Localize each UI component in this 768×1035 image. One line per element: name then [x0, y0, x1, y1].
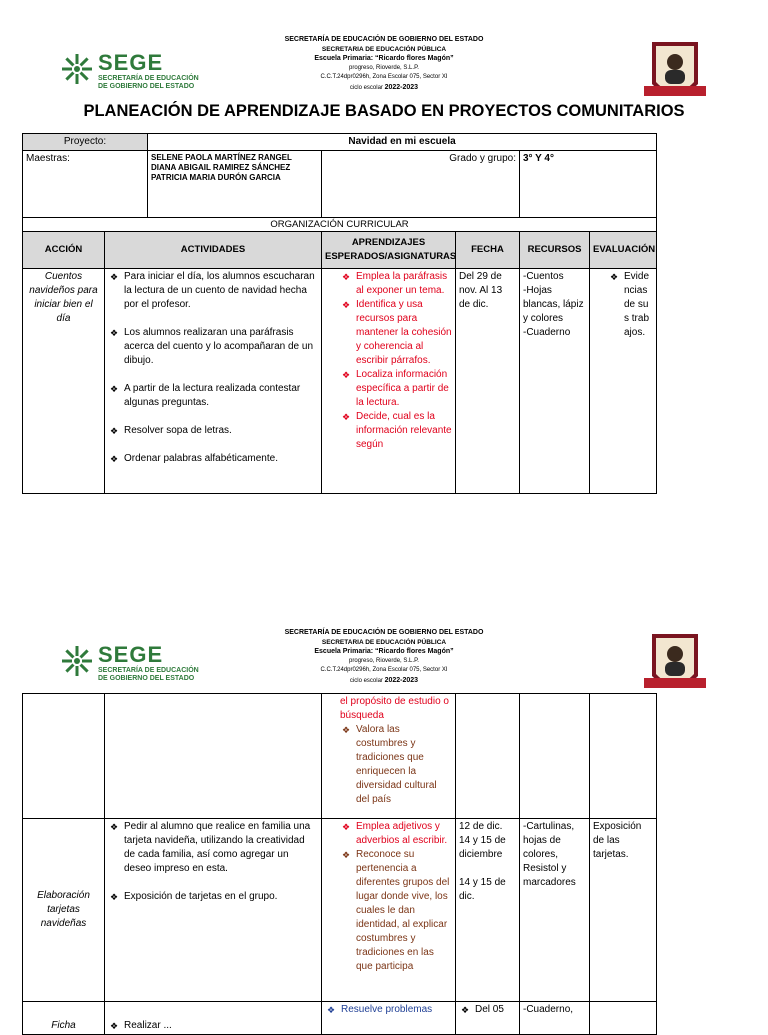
teachers-label: Maestras: [23, 151, 148, 218]
learning-item: ❖ Decide, cual es la información relevante según [340, 410, 452, 452]
recursos-cell [520, 694, 590, 819]
col-actividades: ACTIVIDADES [105, 232, 322, 269]
learning-item: ❖ Identifica y usa recursos para mantener la cohesión y coherencia al escribir párrafos. [340, 298, 452, 368]
activity-item: ❖ Realizar ... [108, 1019, 318, 1033]
evaluacion-cell [590, 1002, 657, 1035]
resource-item: -Cuaderno [523, 327, 571, 338]
page-2 [0, 620, 768, 1031]
column-headers [23, 232, 657, 269]
activity-item: ❖ A partir de la lectura realizada contestar algunas preguntas. [108, 382, 318, 410]
sege-logo [60, 642, 220, 682]
page-title: PLANEACIÓN DE APRENDIZAJE BASADO EN PROYECTOS COMUNITARIOS [83, 102, 685, 120]
learning-item: ❖ Reconoce su pertenencia a diferentes grupos del lugar donde vive, los cuales le dan identidad, al explicar costumbres y tradiciones en las que participa [340, 848, 452, 974]
accion-cell: Ficha [23, 1002, 105, 1035]
actividades-cell [105, 694, 322, 819]
teachers-list [148, 151, 322, 218]
header-line-3: Escuela Primaria: “Ricardo flores Magón” [314, 648, 454, 655]
project-row [23, 134, 657, 151]
portrait-badge-icon [644, 630, 706, 702]
aprendizajes-cell [322, 694, 456, 819]
page-header [0, 0, 768, 91]
learning-item: ❖ Valora las costumbres y tradiciones que enriquecen la diversidad cultural del país [340, 723, 452, 807]
header-line-6: ciclo escolar 2022-2023 [349, 676, 419, 684]
project-value: Navidad en mi escuela [148, 134, 657, 151]
planning-table [22, 133, 657, 494]
resource-item: -Cuentos [523, 271, 564, 282]
sege-logo [60, 50, 220, 90]
logo-subtitle: SECRETARÍA DE EDUCACIÓN DE GOBIERNO DEL ESTADO [98, 75, 199, 90]
activity-item: ❖ Los alumnos realizaran una paráfrasis acerca del cuento y lo acompañaran de un dibujo. [108, 326, 318, 368]
sege-leaf-icon [60, 644, 94, 678]
actividades-cell [105, 819, 322, 1002]
table-row [23, 269, 657, 494]
project-label: Proyecto: [23, 134, 148, 151]
header-line-1: SECRETARÍA DE EDUCACIÓN DE GOBIERNO DEL ESTADO [284, 629, 484, 636]
accion-cell: Cuentos navideños para iniciar bien el día [23, 269, 105, 494]
logo-subtitle: SECRETARÍA DE EDUCACIÓN DE GOBIERNO DEL ESTADO [98, 667, 199, 682]
header-line-5: C.C.T.24dpr0296h, Zona Escolar 075, Sector XI [320, 74, 448, 80]
table-row [23, 694, 657, 819]
actividades-cell [105, 1002, 322, 1035]
learning-continued: el propósito de estudio o búsqueda [340, 696, 449, 721]
recursos-cell [520, 269, 590, 494]
date-1: 12 de dic. 14 y 15 de diciembre [459, 821, 506, 860]
header-line-1: SECRETARÍA DE EDUCACIÓN DE GOBIERNO DEL ESTADO [284, 36, 484, 43]
accion-cell [23, 694, 105, 819]
fecha-cell [456, 1002, 520, 1035]
grade-value: 3° Y 4° [520, 151, 657, 218]
header-line-4: progreso, Rioverde, S.L.P. [349, 64, 419, 71]
evaluacion-cell [590, 269, 657, 494]
aprendizajes-cell [322, 269, 456, 494]
fecha-cell [456, 819, 520, 1002]
date-2: 14 y 15 de dic. [459, 877, 506, 902]
activity-item: ❖ Exposición de tarjetas en el grupo. [108, 890, 318, 904]
aprendizajes-cell [322, 819, 456, 1002]
aprendizajes-cell [322, 1002, 456, 1035]
curricular-org-label: ORGANIZACIÓN CURRICULAR [23, 218, 657, 232]
resource-item: -Hojas blancas, lápiz y colores [523, 285, 584, 324]
date-item: ❖ Del 05 [459, 1003, 516, 1017]
col-recursos: RECURSOS [520, 232, 590, 269]
teachers-row [23, 151, 657, 218]
header-line-4: progreso, Rioverde, S.L.P. [349, 657, 419, 664]
recursos-cell: -Cartulinas, hojas de colores, Resistol y marcadores [520, 819, 590, 1002]
learning-item: ❖ Emplea la paráfrasis al exponer un tema. [340, 270, 452, 298]
recursos-cell: -Cuaderno, [520, 1002, 590, 1035]
page-header [0, 620, 768, 700]
header-line-2: SECRETARIA DE EDUCACIÓN PÚBLICA [321, 638, 447, 646]
header-line-6: ciclo escolar 2022-2023 [349, 83, 419, 91]
logo-name: SEGE [98, 642, 164, 667]
activity-item: ❖ Pedir al alumno que realice en familia una tarjeta navideña, utilizando la creatividad de cada familia, así como agregar un deseo impreso en esta. [108, 820, 318, 876]
fecha-cell: Del 29 de nov. Al 13 de dic. [456, 269, 520, 494]
evaluacion-cell [590, 694, 657, 819]
learning-item: ❖ Resuelve problemas [325, 1003, 452, 1017]
learning-item: ❖ Emplea adjetivos y adverbios al escribir. [340, 820, 452, 848]
portrait-badge-icon [644, 38, 706, 110]
school-info [200, 628, 568, 686]
grade-label: Grado y grupo: [322, 151, 520, 218]
header-line-3: Escuela Primaria: “Ricardo flores Magón” [314, 55, 454, 62]
col-accion: ACCIÓN [23, 232, 105, 269]
sege-leaf-icon [60, 52, 94, 86]
school-info [200, 35, 568, 93]
col-fecha: FECHA [456, 232, 520, 269]
accion-cell: Elaboración tarjetas navideñas [23, 819, 105, 1002]
teacher-1: SELENE PAOLA MARTÍNEZ RANGEL [151, 153, 292, 162]
header-line-5: C.C.T.24dpr0296h, Zona Escolar 075, Sector XI [320, 667, 448, 673]
table-row [23, 819, 657, 1002]
col-evaluacion: EVALUACIÓN [590, 232, 657, 269]
learning-item: ❖ Localiza información específica a partir de la lectura. [340, 368, 452, 410]
evaluacion-cell: Exposición de las tarjetas. [590, 819, 657, 1002]
activity-item: ❖ Ordenar palabras alfabéticamente. [108, 452, 318, 466]
table-row [23, 1002, 657, 1035]
teacher-3: PATRICIA MARIA DURÓN GARCIA [151, 173, 281, 182]
planning-table-continued [22, 693, 657, 1035]
activity-item: ❖ Resolver sopa de letras. [108, 424, 318, 438]
logo-name: SEGE [98, 50, 164, 75]
activity-item: ❖ Para iniciar el día, los alumnos escucharan la lectura de un cuento de navidad hecha por el profesor. [108, 270, 318, 312]
actividades-cell [105, 269, 322, 494]
evaluation-item: ❖ Evidencias de sus trabajos. [608, 270, 653, 340]
fecha-cell [456, 694, 520, 819]
col-aprendizajes: APRENDIZAJES ESPERADOS/ASIGNATURAS [322, 232, 456, 269]
teacher-2: DIANA ABIGAIL RAMIREZ SÁNCHEZ [151, 163, 291, 172]
org-row [23, 218, 657, 232]
header-line-2: SECRETARIA DE EDUCACIÓN PÚBLICA [321, 45, 447, 53]
